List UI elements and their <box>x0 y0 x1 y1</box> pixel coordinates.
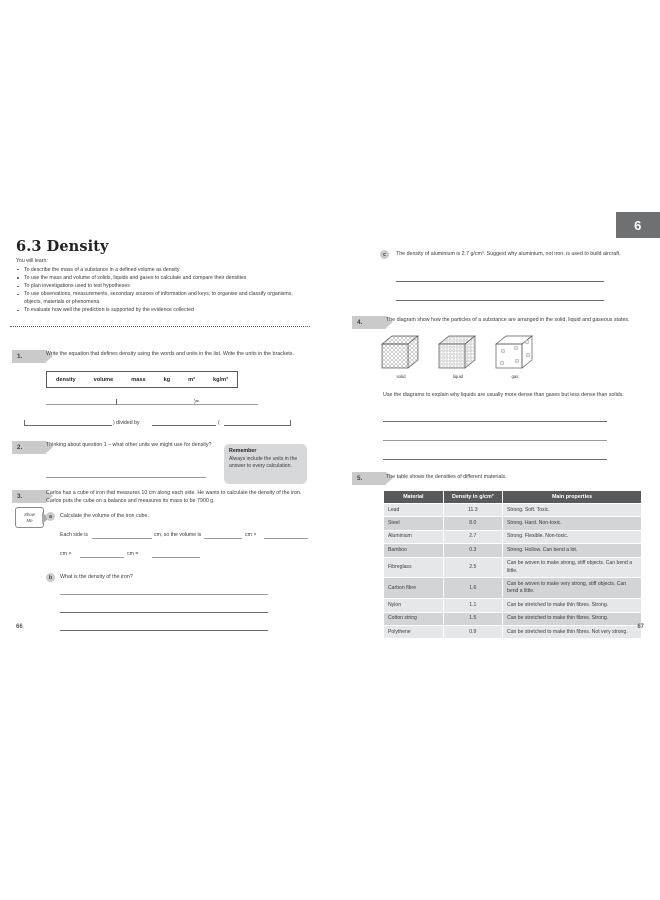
answer-line[interactable] <box>152 425 216 426</box>
show-me-badge[interactable] <box>15 507 44 528</box>
page-number-right: 67 <box>637 624 644 630</box>
remember-body: Always include the units in the answer to every calculation. <box>229 455 298 469</box>
page-title: 6.3 Density <box>16 238 109 255</box>
question-4-text: The diagram show how the particles of a substance are arranged in the solid, liquid and gaseous states. <box>386 317 630 323</box>
table-row <box>384 517 642 530</box>
gas-cube-icon <box>492 332 538 374</box>
list-item: To use observations, measurements, secondary sources of information and keys, to organise and classify organisms, objects, materials or phenomena <box>16 290 306 306</box>
scaffold-cm-equals: cm = <box>127 551 139 557</box>
question-1-number <box>12 350 46 363</box>
subpart-letter: a <box>49 513 52 520</box>
equation-open-bracket-label: ( <box>218 420 220 426</box>
gas-cube-diagram <box>492 332 538 379</box>
table-row <box>384 557 642 578</box>
column-header-density: Density in g/cm³ <box>443 491 503 504</box>
list-item: To plan investigations used to test hypotheses <box>16 282 306 290</box>
cell-properties: Strong. Hollow. Can bend a lot. <box>503 544 642 557</box>
answer-line[interactable] <box>383 440 607 441</box>
table-body <box>384 504 642 639</box>
cell-density: 0.9 <box>443 626 503 639</box>
question-number-label: 4. <box>357 319 363 326</box>
cell-properties: Can be woven to make strong, stiff objects. Can bend a little. <box>503 557 642 578</box>
cell-material: Aluminium <box>384 530 444 543</box>
cell-density: 2.5 <box>443 557 503 578</box>
table-row <box>384 544 642 557</box>
question-3b-text: What is the density of the iron? <box>60 574 133 580</box>
question-2-text: Thinking about question 1 – what other units we might use for density? <box>46 442 212 448</box>
scaffold-each-side-is: Each side is <box>60 532 88 538</box>
question-3a-label <box>46 512 55 521</box>
equation-divided-by-label: ) divided by <box>113 420 140 426</box>
scaffold-so-volume-is: cm, so the volume is <box>154 532 202 538</box>
cell-material: Lead <box>384 504 444 517</box>
answer-line[interactable] <box>383 459 607 460</box>
word-bank-item-volume: volume <box>93 376 114 383</box>
subpart-letter: c <box>383 251 386 258</box>
cell-density: 2.7 <box>443 530 503 543</box>
list-item: To describe the mass of a substance in a defined volume as density <box>16 266 306 274</box>
liquid-cube-icon <box>435 332 481 374</box>
section-divider <box>10 326 310 327</box>
diagram-label-solid: solid <box>396 374 406 379</box>
question-1-text: Write the equation that defines density using the words and units in the list. Write the units in the brackets. <box>46 351 295 357</box>
question-3-text: Carlos has a cube of iron that measures 10 cm along each side. He wants to calculate the density of the iron. Carlos puts the cube on a balance and measures its mass to be 7900 g. <box>46 490 302 505</box>
cell-material: Fibreglass <box>384 557 444 578</box>
answer-line[interactable] <box>60 612 268 613</box>
answer-line[interactable] <box>60 594 268 595</box>
column-header-properties: Main properties <box>503 491 642 504</box>
question-number-label: 3. <box>17 493 23 500</box>
answer-line[interactable] <box>383 421 607 422</box>
liquid-cube-diagram <box>435 332 481 379</box>
question-number-label: 1. <box>17 353 23 360</box>
bracket-tick <box>290 420 291 426</box>
answer-blank[interactable] <box>152 557 200 558</box>
cell-density: 8.0 <box>443 517 503 530</box>
word-bank-item-m3: m³ <box>188 376 196 383</box>
solid-cube-icon <box>378 332 424 374</box>
you-will-learn-label: You will learn: <box>16 258 48 264</box>
answer-blank[interactable] <box>80 557 124 558</box>
bracket-tick <box>116 399 117 405</box>
remember-callout <box>224 444 307 484</box>
cell-properties: Strong. Soft. Toxic. <box>503 504 642 517</box>
cell-properties: Can be stretched to make thin fibres. Strong. <box>503 612 642 625</box>
cell-density: 0.3 <box>443 544 503 557</box>
learning-objectives-list <box>16 266 306 315</box>
cell-material: Polythene <box>384 626 444 639</box>
cell-material: Steel <box>384 517 444 530</box>
subpart-letter: b <box>48 574 53 581</box>
answer-blank[interactable] <box>92 538 152 539</box>
page-number-left: 66 <box>16 624 23 630</box>
table-row <box>384 599 642 612</box>
cell-properties: Strong. Hard. Non-toxic. <box>503 517 642 530</box>
table-row <box>384 504 642 517</box>
table-row <box>384 530 642 543</box>
remember-title: Remember <box>229 448 257 454</box>
column-header-material: Material <box>384 491 444 504</box>
question-3b-label <box>46 573 55 582</box>
answer-line[interactable] <box>396 300 604 301</box>
answer-line[interactable] <box>46 404 258 405</box>
answer-line[interactable] <box>24 425 112 426</box>
question-c-text: The density of aluminium is 2.7 g/cm³. Suggest why aluminium, not iron, is used to build aircraft. <box>396 251 621 257</box>
list-item: To use the mass and volume of solids, liquids and gases to calculate and compare their densities <box>16 274 306 282</box>
list-item: To evaluate how well the prediction is supported by the evidence collected <box>16 306 306 314</box>
word-bank-item-mass: mass <box>131 376 146 383</box>
diagram-label-liquid: liquid <box>452 374 464 379</box>
cell-properties: Can be stretched to make thin fibres. Strong. <box>503 599 642 612</box>
show-me-line-2: Me <box>26 517 33 523</box>
word-bank-item-density: density <box>56 376 76 383</box>
table-header-row <box>384 491 642 504</box>
answer-blank[interactable] <box>204 538 242 539</box>
word-bank-item-kg: kg <box>163 376 171 383</box>
particle-diagram-group <box>378 332 538 384</box>
question-3a-text: Calculate the volume of the iron cube. <box>60 513 149 519</box>
question-c-label <box>380 250 389 259</box>
answer-line[interactable] <box>396 281 604 282</box>
question-3-number <box>12 490 46 503</box>
scaffold-cm-times-1: cm × <box>245 532 257 538</box>
chapter-tab <box>616 212 660 238</box>
diagram-label-gas: gas <box>511 374 519 379</box>
question-5-text: The table shows the densities of different materials. <box>386 474 507 480</box>
table-row <box>384 578 642 599</box>
answer-line[interactable] <box>224 425 290 426</box>
cell-properties: Can be woven to make very strong, stiff objects. Can bend a little. <box>503 578 642 599</box>
materials-density-table <box>383 490 642 639</box>
table-row <box>384 626 642 639</box>
cell-density: 1.1 <box>443 599 503 612</box>
cell-material: Carbon fibre <box>384 578 444 599</box>
question-4-followup-text: Use the diagrams to explain why liquids are usually more dense than gases but less dense than solids. <box>383 392 624 398</box>
question-5-number <box>352 472 386 485</box>
equation-equals-label: )= <box>194 399 199 405</box>
question-2-number <box>12 441 46 454</box>
cell-material: Bamboo <box>384 544 444 557</box>
cell-properties: Can be stretched to make thin fibres. Not very strong. <box>503 626 642 639</box>
word-bank-item-kgm3: kg/m³ <box>213 376 228 383</box>
cell-material: Cotton string <box>384 612 444 625</box>
answer-line[interactable] <box>60 630 268 631</box>
table-row <box>384 612 642 625</box>
question-number-label: 5. <box>357 475 363 482</box>
solid-cube-diagram <box>378 332 424 379</box>
question-4-number <box>352 316 386 329</box>
show-me-line-1: Show <box>24 511 35 517</box>
answer-line[interactable] <box>46 477 206 478</box>
cell-material: Nylon <box>384 599 444 612</box>
bracket-tick <box>24 420 25 426</box>
word-bank <box>46 371 238 388</box>
cell-properties: Strong. Flexible. Non-toxic. <box>503 530 642 543</box>
chapter-tab-number: 6 <box>634 217 642 233</box>
answer-blank[interactable] <box>264 538 308 539</box>
question-number-label: 2. <box>17 444 23 451</box>
cell-density: 11.3 <box>443 504 503 517</box>
scaffold-cm-times-2: cm × <box>60 551 72 557</box>
cell-density: 1.6 <box>443 578 503 599</box>
cell-density: 1.5 <box>443 612 503 625</box>
